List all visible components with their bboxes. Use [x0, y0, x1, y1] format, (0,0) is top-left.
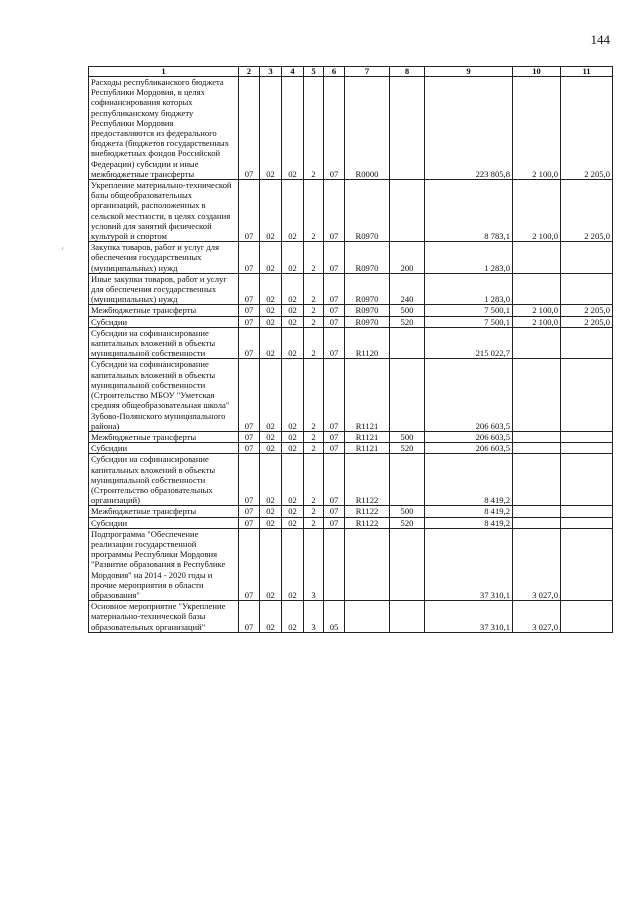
subprogram-code-cell: 2: [304, 517, 324, 528]
subsection-code-cell: 02: [260, 517, 282, 528]
amount-col9-cell: 215 022,7: [425, 327, 513, 359]
table-row: [89, 359, 613, 431]
subprogram-code-cell: 2: [304, 443, 324, 454]
section-code-cell: 07: [239, 601, 260, 633]
column-header: 6: [324, 67, 345, 77]
program-code-cell: 02: [282, 242, 304, 274]
subsection-code-cell: 02: [260, 443, 282, 454]
expense-type-cell: [390, 454, 425, 506]
target-article-cell: R0970: [345, 305, 390, 316]
subprogram-code-cell: 2: [304, 506, 324, 517]
expense-type-cell: 200: [390, 242, 425, 274]
section-code-cell: 07: [239, 454, 260, 506]
event-code-cell: 07: [324, 242, 345, 274]
amount-col10-cell: [513, 443, 561, 454]
expense-type-cell: [390, 601, 425, 633]
amount-col11-cell: 2 205,0: [561, 180, 613, 242]
target-article-cell: R1122: [345, 517, 390, 528]
amount-col9-cell: 8 419,2: [425, 517, 513, 528]
event-code-cell: 05: [324, 601, 345, 633]
amount-col9-cell: 8 419,2: [425, 454, 513, 506]
subsection-code-cell: 02: [260, 431, 282, 442]
subprogram-code-cell: 2: [304, 77, 324, 180]
section-code-cell: 07: [239, 305, 260, 316]
amount-col9-cell: 1 283,0: [425, 242, 513, 274]
program-code-cell: 02: [282, 454, 304, 506]
subprogram-code-cell: 2: [304, 359, 324, 431]
amount-col10-cell: [513, 517, 561, 528]
event-code-cell: 07: [324, 359, 345, 431]
row-name-cell: Субсидии: [89, 443, 239, 454]
program-code-cell: 02: [282, 180, 304, 242]
program-code-cell: 02: [282, 77, 304, 180]
amount-col11-cell: [561, 443, 613, 454]
row-name-cell: Межбюджетные трансферты: [89, 431, 239, 442]
event-code-cell: 07: [324, 305, 345, 316]
column-header: 10: [513, 67, 561, 77]
subsection-code-cell: 02: [260, 242, 282, 274]
subsection-code-cell: 02: [260, 305, 282, 316]
expense-type-cell: 500: [390, 305, 425, 316]
section-code-cell: 07: [239, 517, 260, 528]
subprogram-code-cell: 2: [304, 305, 324, 316]
column-header: 11: [561, 67, 613, 77]
amount-col9-cell: 206 603,5: [425, 431, 513, 442]
expense-type-cell: 500: [390, 431, 425, 442]
amount-col10-cell: [513, 359, 561, 431]
event-code-cell: 07: [324, 273, 345, 305]
row-name-cell: Субсидии: [89, 517, 239, 528]
subprogram-code-cell: 2: [304, 180, 324, 242]
subprogram-code-cell: 3: [304, 528, 324, 600]
program-code-cell: 02: [282, 327, 304, 359]
amount-col11-cell: [561, 601, 613, 633]
amount-col11-cell: [561, 517, 613, 528]
amount-col11-cell: [561, 327, 613, 359]
amount-col10-cell: [513, 273, 561, 305]
page-number: 144: [590, 32, 610, 47]
program-code-cell: 02: [282, 316, 304, 327]
program-code-cell: 02: [282, 506, 304, 517]
target-article-cell: R0970: [345, 316, 390, 327]
amount-col11-cell: [561, 359, 613, 431]
column-header: 7: [345, 67, 390, 77]
event-code-cell: [324, 528, 345, 600]
event-code-cell: 07: [324, 316, 345, 327]
row-name-cell: Подпрограмма "Обеспечение реализации государственной программы Республики Мордовия "Развитие образования в Республике Мордовия" на 2014 - 2020 годы и прочие мероприятия в области образования": [89, 528, 239, 600]
section-code-cell: 07: [239, 359, 260, 431]
subprogram-code-cell: 2: [304, 273, 324, 305]
scan-mark: ': [62, 246, 64, 255]
table-row: [89, 443, 613, 454]
column-header: 2: [239, 67, 260, 77]
amount-col10-cell: [513, 454, 561, 506]
amount-col10-cell: [513, 431, 561, 442]
row-name-cell: Основное мероприятие "Укрепление материально-технической базы образовательных организаций": [89, 601, 239, 633]
row-name-cell: Межбюджетные трансферты: [89, 305, 239, 316]
table-row: [89, 454, 613, 506]
expense-type-cell: [390, 359, 425, 431]
budget-table: [88, 66, 613, 633]
expense-type-cell: 520: [390, 443, 425, 454]
section-code-cell: 07: [239, 327, 260, 359]
row-name-cell: Субсидии на софинансирование капитальных вложений в объекты муниципальной собственности: [89, 327, 239, 359]
amount-col10-cell: 3 027,0: [513, 601, 561, 633]
amount-col9-cell: 8 783,1: [425, 180, 513, 242]
amount-col9-cell: 206 603,5: [425, 443, 513, 454]
subsection-code-cell: 02: [260, 601, 282, 633]
target-article-cell: R1120: [345, 327, 390, 359]
expense-type-cell: [390, 327, 425, 359]
table-row: [89, 242, 613, 274]
program-code-cell: 02: [282, 359, 304, 431]
column-header: 5: [304, 67, 324, 77]
amount-col9-cell: 1 283,0: [425, 273, 513, 305]
table-row: [89, 528, 613, 600]
amount-col10-cell: 2 100,0: [513, 180, 561, 242]
column-header: 9: [425, 67, 513, 77]
subprogram-code-cell: 2: [304, 431, 324, 442]
section-code-cell: 07: [239, 242, 260, 274]
amount-col11-cell: [561, 454, 613, 506]
subsection-code-cell: 02: [260, 77, 282, 180]
subsection-code-cell: 02: [260, 180, 282, 242]
amount-col10-cell: [513, 242, 561, 274]
program-code-cell: 02: [282, 601, 304, 633]
amount-col11-cell: [561, 431, 613, 442]
subprogram-code-cell: 2: [304, 242, 324, 274]
expense-type-cell: 240: [390, 273, 425, 305]
target-article-cell: R1122: [345, 506, 390, 517]
amount-col10-cell: 3 027,0: [513, 528, 561, 600]
column-header: 3: [260, 67, 282, 77]
subprogram-code-cell: 2: [304, 327, 324, 359]
row-name-cell: Иные закупки товаров, работ и услуг для обеспечения государственных (муниципальных) нужд: [89, 273, 239, 305]
event-code-cell: 07: [324, 443, 345, 454]
amount-col10-cell: [513, 327, 561, 359]
subsection-code-cell: 02: [260, 327, 282, 359]
subprogram-code-cell: 3: [304, 601, 324, 633]
section-code-cell: 07: [239, 316, 260, 327]
expense-type-cell: [390, 77, 425, 180]
program-code-cell: 02: [282, 517, 304, 528]
event-code-cell: 07: [324, 327, 345, 359]
amount-col10-cell: 2 100,0: [513, 316, 561, 327]
table-header-row: [89, 67, 613, 77]
target-article-cell: R0970: [345, 273, 390, 305]
event-code-cell: 07: [324, 180, 345, 242]
amount-col11-cell: [561, 506, 613, 517]
program-code-cell: 02: [282, 273, 304, 305]
amount-col11-cell: 2 205,0: [561, 305, 613, 316]
expense-type-cell: 520: [390, 517, 425, 528]
amount-col11-cell: 2 205,0: [561, 77, 613, 180]
target-article-cell: R1121: [345, 431, 390, 442]
table-row: [89, 305, 613, 316]
target-article-cell: R1121: [345, 443, 390, 454]
target-article-cell: R0970: [345, 180, 390, 242]
target-article-cell: R1121: [345, 359, 390, 431]
event-code-cell: 07: [324, 431, 345, 442]
column-header: 1: [89, 67, 239, 77]
amount-col9-cell: 7 500,1: [425, 316, 513, 327]
target-article-cell: [345, 528, 390, 600]
row-name-cell: Субсидии на софинансирование капитальных вложений в объекты муниципальной собственности (Строительство МБОУ "Уметская средняя общеобразовательная школа" Зубово-Полянского муниципального района): [89, 359, 239, 431]
row-name-cell: Расходы республиканского бюджета Республики Мордовия, в целях софинансирования которых республиканскому бюджету Республики Мордовия предоставляются из федерального бюджета (бюджетов государственных внебюджетных фондов Российской Федерации) субсидии и иные межбюджетные трансферты: [89, 77, 239, 180]
subprogram-code-cell: 2: [304, 316, 324, 327]
amount-col10-cell: 2 100,0: [513, 305, 561, 316]
target-article-cell: R1122: [345, 454, 390, 506]
section-code-cell: 07: [239, 77, 260, 180]
event-code-cell: 07: [324, 77, 345, 180]
amount-col9-cell: 7 500,1: [425, 305, 513, 316]
subsection-code-cell: 02: [260, 359, 282, 431]
amount-col11-cell: [561, 528, 613, 600]
expense-type-cell: 520: [390, 316, 425, 327]
column-header: 8: [390, 67, 425, 77]
amount-col9-cell: 37 310,1: [425, 528, 513, 600]
table-row: [89, 517, 613, 528]
program-code-cell: 02: [282, 528, 304, 600]
expense-type-cell: [390, 528, 425, 600]
event-code-cell: 07: [324, 454, 345, 506]
amount-col9-cell: 223 805,8: [425, 77, 513, 180]
subprogram-code-cell: 2: [304, 454, 324, 506]
subsection-code-cell: 02: [260, 454, 282, 506]
section-code-cell: 07: [239, 431, 260, 442]
table-row: [89, 77, 613, 180]
amount-col9-cell: 37 310,1: [425, 601, 513, 633]
target-article-cell: R0000: [345, 77, 390, 180]
table-row: [89, 316, 613, 327]
program-code-cell: 02: [282, 305, 304, 316]
amount-col9-cell: 8 419,2: [425, 506, 513, 517]
table-row: [89, 431, 613, 442]
amount-col11-cell: 2 205,0: [561, 316, 613, 327]
row-name-cell: Закупка товаров, работ и услуг для обеспечения государственных (муниципальных) нужд: [89, 242, 239, 274]
column-header: 4: [282, 67, 304, 77]
table-row: [89, 601, 613, 633]
section-code-cell: 07: [239, 273, 260, 305]
subsection-code-cell: 02: [260, 506, 282, 517]
program-code-cell: 02: [282, 431, 304, 442]
event-code-cell: 07: [324, 506, 345, 517]
subsection-code-cell: 02: [260, 273, 282, 305]
program-code-cell: 02: [282, 443, 304, 454]
section-code-cell: 07: [239, 528, 260, 600]
section-code-cell: 07: [239, 180, 260, 242]
row-name-cell: Субсидии на софинансирование капитальных вложений в объекты муниципальной собственности (Строительство образовательных организаций): [89, 454, 239, 506]
target-article-cell: R0970: [345, 242, 390, 274]
row-name-cell: Субсидии: [89, 316, 239, 327]
subsection-code-cell: 02: [260, 528, 282, 600]
amount-col10-cell: [513, 506, 561, 517]
table-row: [89, 180, 613, 242]
amount-col11-cell: [561, 273, 613, 305]
target-article-cell: [345, 601, 390, 633]
amount-col9-cell: 206 603,5: [425, 359, 513, 431]
amount-col11-cell: [561, 242, 613, 274]
expense-type-cell: 500: [390, 506, 425, 517]
table-row: [89, 327, 613, 359]
section-code-cell: 07: [239, 443, 260, 454]
expense-type-cell: [390, 180, 425, 242]
row-name-cell: Укрепление материально-технической базы общеобразовательных организаций, расположенных в сельской местности, в целях создания условий для занятий физической культурой и спортом: [89, 180, 239, 242]
row-name-cell: Межбюджетные трансферты: [89, 506, 239, 517]
section-code-cell: 07: [239, 506, 260, 517]
amount-col10-cell: 2 100,0: [513, 77, 561, 180]
table-row: [89, 506, 613, 517]
table-row: [89, 273, 613, 305]
subsection-code-cell: 02: [260, 316, 282, 327]
event-code-cell: 07: [324, 517, 345, 528]
